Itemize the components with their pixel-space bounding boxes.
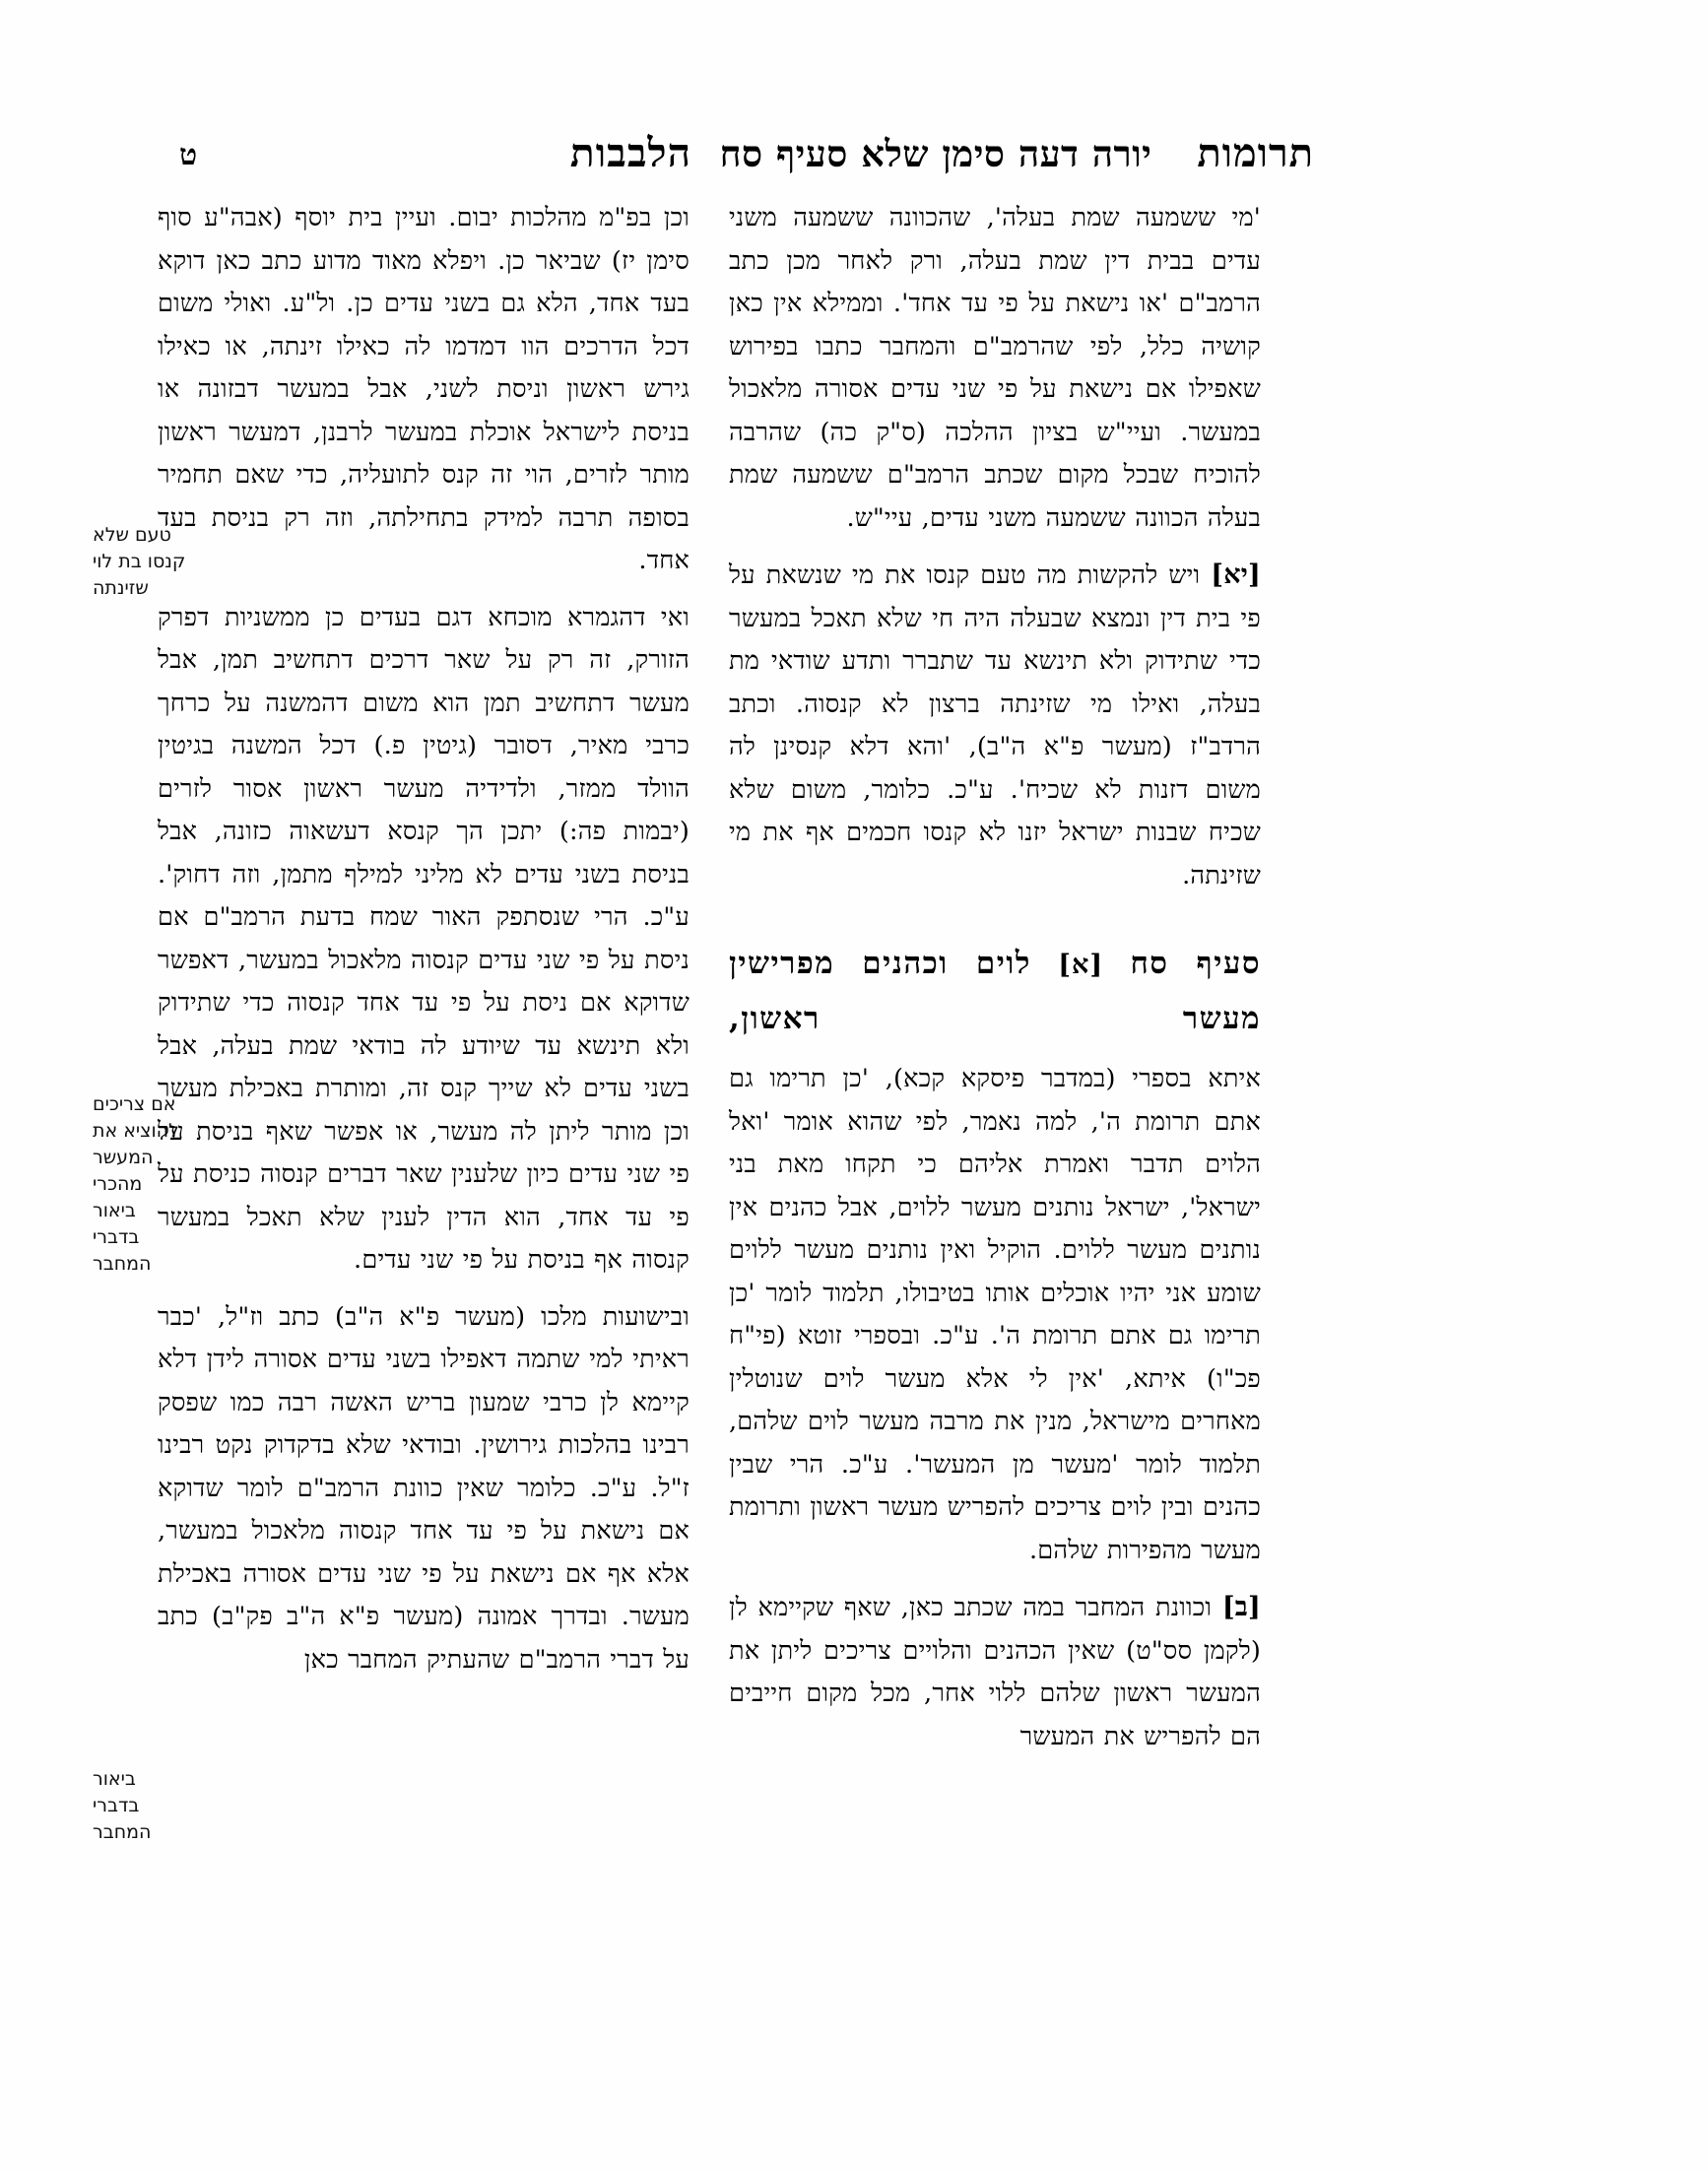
- paragraph: [729, 1586, 1261, 1758]
- marginal-note-line: ביאור: [93, 1200, 136, 1221]
- marginal-note-line: ביאור: [93, 1768, 136, 1790]
- marginal-note-line: המחבר: [93, 1821, 152, 1843]
- marginal-note-line: בדברי: [93, 1226, 140, 1248]
- running-head: [167, 130, 1314, 187]
- column-left: [729, 197, 1261, 2039]
- paragraph-gap: [729, 540, 1261, 554]
- marginal-note-line: מהכרי: [93, 1173, 143, 1195]
- paragraph-gap: [158, 1283, 690, 1296]
- right-column-text: [158, 197, 690, 1681]
- paragraph-marker: [ב]: [1221, 1592, 1261, 1622]
- paragraph-gap: [158, 583, 690, 597]
- paragraph: 'מי ששמעה שמת בעלה', שהכוונה ששמעה משני עדים בבית דין שמת בעלה, ורק לאחר מכן כתב הרמב"ם 'או נישאת על פי עד אחד'. וממילא אין כאן קושיה כלל, לפי שהרמב"ם והמחבר כתבו בפירוש שאפילו אם נישאת על פי שני עדים אסורה מלאכול במעשר. ועיי"ש בציון ההלכה (ס"ק כה) שהרבה להוכיח שבכל מקום שכתב הרמב"ם ששמעה שמת בעלה הכוונה ששמעה משני עדים, עיי"ש.: [729, 203, 1261, 533]
- running-head-left-title: הלבבות: [569, 130, 691, 176]
- paragraph: ובישועות מלכו (מעשר פ"א ה"ב) כתב וז"ל, 'כבר ראיתי למי שתמה דאפילו בשני עדים אסורה לידן דלא קיימא לן כרבי שמעון בריש האשה רבה כמו שפסק רבינו בהלכות גירושין. ובודאי שלא בדקדוק נקט רבינו ז"ל. ע"כ. כלומר שאין כוונת הרמב"ם לומר שדוקא אם נישאת על פי עד אחד קנסוה מלאכול במעשר, אלא אף אם נישאת על פי שני עדים אסורה באכילת מעשר. ובדרך אמונה (מעשר פ"א ה"ב פק"ב) כתב על דברי הרמב"ם שהעתיק המחבר כאן: [158, 1301, 690, 1675]
- running-head-right-title: תרומות: [1197, 130, 1314, 176]
- marginal-note-line: שזינתה: [93, 577, 149, 599]
- seif-heading: [729, 937, 1261, 1046]
- marginal-note-line: להוציא את: [93, 1120, 179, 1142]
- section-gap: [729, 897, 1261, 923]
- left-column-text: [729, 197, 1261, 1758]
- column-right: [158, 197, 690, 2039]
- marginal-note-line: המעשר: [93, 1147, 154, 1168]
- paragraph-marker: [יא]: [1211, 560, 1262, 590]
- paragraph-body: וכוונת המחבר במה שכתב כאן, שאף שקיימא לן (לקמן סס"ט) שאין הכהנים והלויים צריכים ליתן את המעשר ראשון שלהם ללוי אחר, מכל מקום חייבים הם להפריש את המעשר: [729, 1593, 1261, 1751]
- paragraph: וכן בפ"מ מהלכות יבום. ועיין בית יוסף (אבה"ע סוף סימן יז) שביאר כן. ויפלא מאוד מדוע כתב כאן דוקא בעד אחד, הלא גם בשני עדים כן. ול"ע. ואולי משום דכל הדרכים הוו דמדמו לה כאילו זינתה, או כאילו גירש ראשון וניסת לשני, אבל במעשר דבזונה או בניסת לישראל אוכלת במעשר לרבנן, דמעשר ראשון מותר לזרים, הוי זה קנס לתועליה, כדי שאם תחמיר בסופה תרבה למידק בתחילתה, וזה רק בניסת בעד אחד.: [158, 203, 690, 575]
- seif-label: סעיף סח: [1130, 946, 1261, 981]
- paragraph: [729, 554, 1261, 897]
- folio-number: ט: [179, 138, 198, 172]
- paragraph: איתא בספרי (במדבר פיסקא קכא), 'כן תרימו גם אתם תרומת ה', למה נאמר, לפי שהוא אומר 'ואל הלוים תדבר ואמרת אליהם כי תקחו מאת בני ישראל', ישראל נותנים מעשר ללוים, אבל כהנים אין נותנים מעשר ללוים. הוקיל ואין נותנים מעשר ללוים שומע אני יהיו אוכלים אותו בטיבולו, תלמוד לומר 'כן תרימו גם אתם תרומת ה'. ע"כ. ובספרי זוטא (פי"ח פכ"ו) איתא, 'אין לי אלא מעשר לוים שנוטלין מאחרים מישראל, מנין את מרבה מעשר לוים שלהם, תלמוד לומר 'מעשר מן המעשר'. ע"כ. הרי שבין כהנים ובין לוים צריכים להפריש מעשר ראשון ותרומת מעשר מהפירות שלהם.: [729, 1064, 1261, 1565]
- marginal-note-line: אם צריכים: [93, 1093, 176, 1115]
- paragraph-gap: [729, 1572, 1261, 1586]
- seif-lemma-line-2: ראשון,: [729, 1001, 821, 1036]
- marginal-note-line: קנסו בת לוי: [93, 551, 186, 572]
- marginal-note-line: בדברי: [93, 1795, 140, 1816]
- paragraph-body: ויש להקשות מה טעם קנסו את מי שנשאת על פי בית דין ונמצא שבעלה היה חי שלא תאכל במעשר כדי שתידוק ולא תינשא עד שתברר ותדע שודאי מת בעלה, ואילו מי שזינתה ברצון לא קנסוה. וכתב הרדב"ז (מעשר פ"א ה"ב), 'והא דלא קנסינן לה משום דזנות לא שכיח'. ע"כ. כלומר, משום שלא שכיח שבנות ישראל יזנו לא קנסו חכמים אף את מי שזינתה.: [729, 560, 1261, 890]
- seif-lemma-line-1: לוים וכהנים מפרישין מעשר: [729, 946, 1261, 1036]
- seif-bracket-marker: [א]: [1058, 950, 1104, 980]
- running-head-reference: יורה דעה סימן שלא סעיף סח: [719, 132, 1152, 175]
- marginal-note-line: טעם שלא: [93, 524, 171, 546]
- paragraph: ואי דהגמרא מוכחא דגם בעדים כן ממשניות דפרק הזורק, זה רק על שאר דרכים דתחשיב תמן, אבל מעשר דתחשיב תמן הוא משום דהמשנה על כרחך כרבי מאיר, דסובר (גיטין פ.) דכל המשנה בגיטין הוולד ממזר, ולדידיה מעשר ראשון אסור לזרים (יבמות פה:) יתכן הך קנסא דעשאוה כזונה, אבל בניסת בשני עדים לא מליני למילף מתמן, וזה דחוק'. ע"כ. הרי שנסתפק האור שמח בדעת הרמב"ם אם ניסת על פי שני עדים קנסוה מלאכול במעשר, דאפשר שדוקא אם ניסת על פי עד אחד קנסוה כדי שתידוק ולא תינשא עד שיודע לה בודאי שמת בעלה, אבל בשני עדים לא שייך קנס זה, ומותרת באכילת מעשר וכן מותר ליתן לה מעשר, או אפשר שאף בניסת על פי שני עדים כיון שלענין שאר דברים קנסוה כניסת על פי עד אחד, הוא הדין לענין שלא תאכל במעשר קנסוה אף בניסת על פי שני עדים.: [158, 602, 690, 1275]
- marginal-note-line: המחבר: [93, 1253, 152, 1275]
- body-columns: [158, 197, 1261, 2039]
